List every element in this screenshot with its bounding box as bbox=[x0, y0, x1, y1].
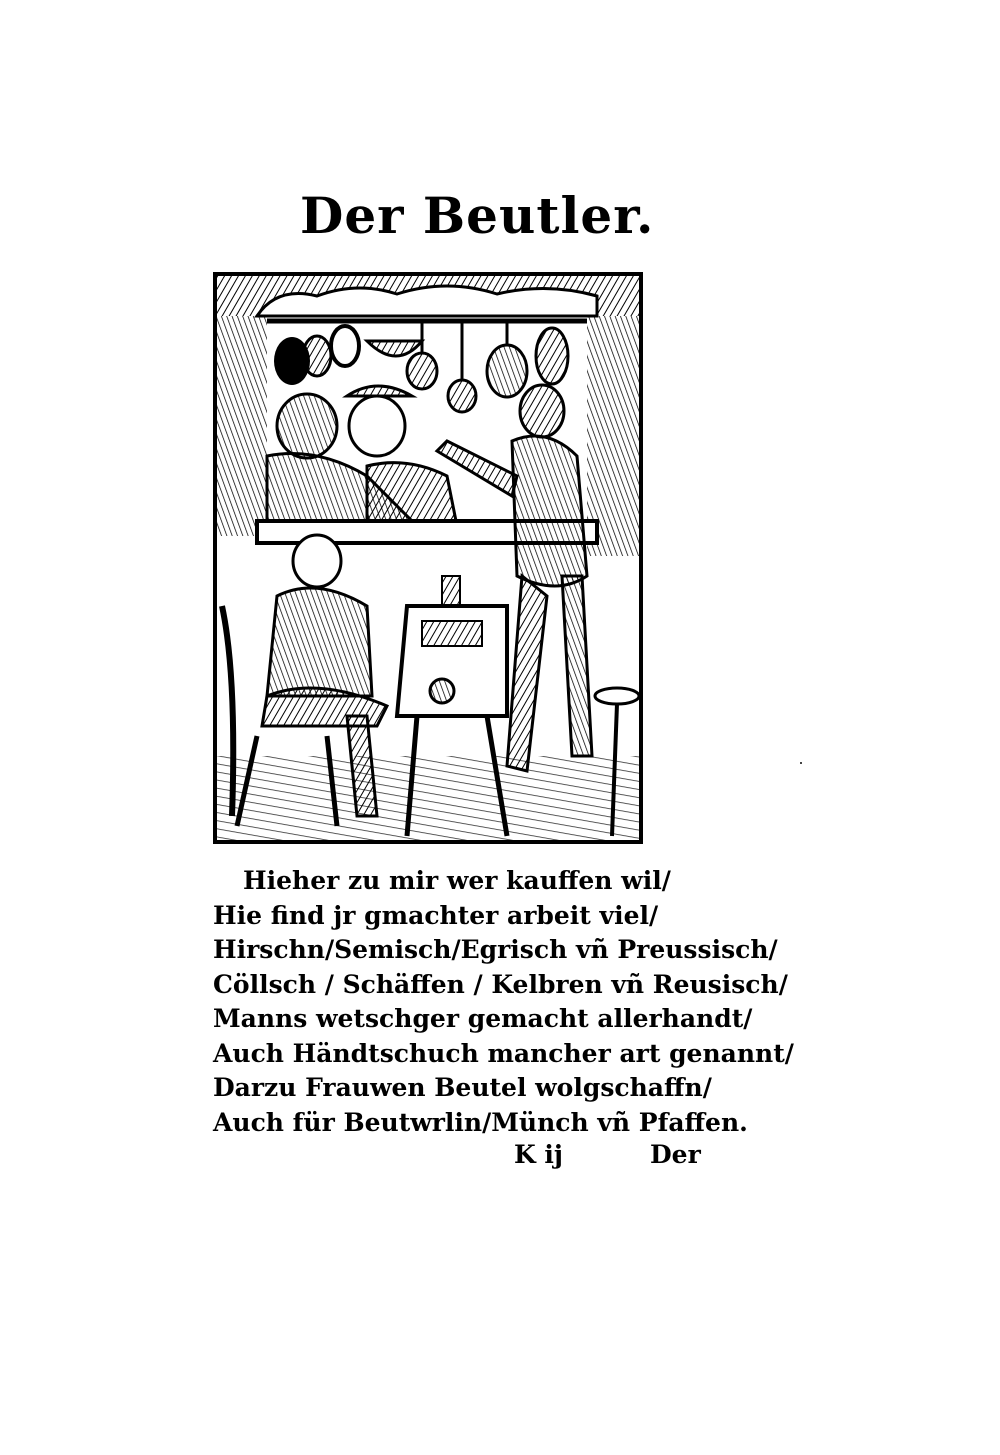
verse-line: Cöllsch / Schäffen / Kelbren vñ Reusisch/ bbox=[213, 969, 788, 999]
verse-line: Darzu Frauwen Beutel wolgschaffn/ bbox=[213, 1073, 712, 1102]
verse-line: Hieher zu mir wer kauffen wil/ bbox=[243, 866, 671, 895]
catchword: Der bbox=[650, 1140, 701, 1169]
verse-block bbox=[213, 864, 794, 1140]
woodcut-illustration bbox=[213, 272, 643, 844]
page-title: Der Beutler. bbox=[300, 186, 655, 245]
verse-line: Manns wetschger gemacht allerhandt/ bbox=[213, 1004, 753, 1033]
signature-mark: K ij bbox=[514, 1140, 563, 1169]
verse-line: Auch für Beutwrlin/Münch vñ Pfaffen. bbox=[213, 1107, 748, 1137]
verse-line: Auch Händtschuch mancher art genannt/ bbox=[213, 1038, 794, 1068]
verse-line: Hirschn/Semisch/Egrisch vñ Preussisch/ bbox=[213, 935, 778, 964]
woodcut-illustration-icon bbox=[217, 276, 639, 840]
paper-speck bbox=[800, 762, 802, 764]
verse-line: Hie find jr gmachter arbeit viel/ bbox=[213, 900, 659, 930]
